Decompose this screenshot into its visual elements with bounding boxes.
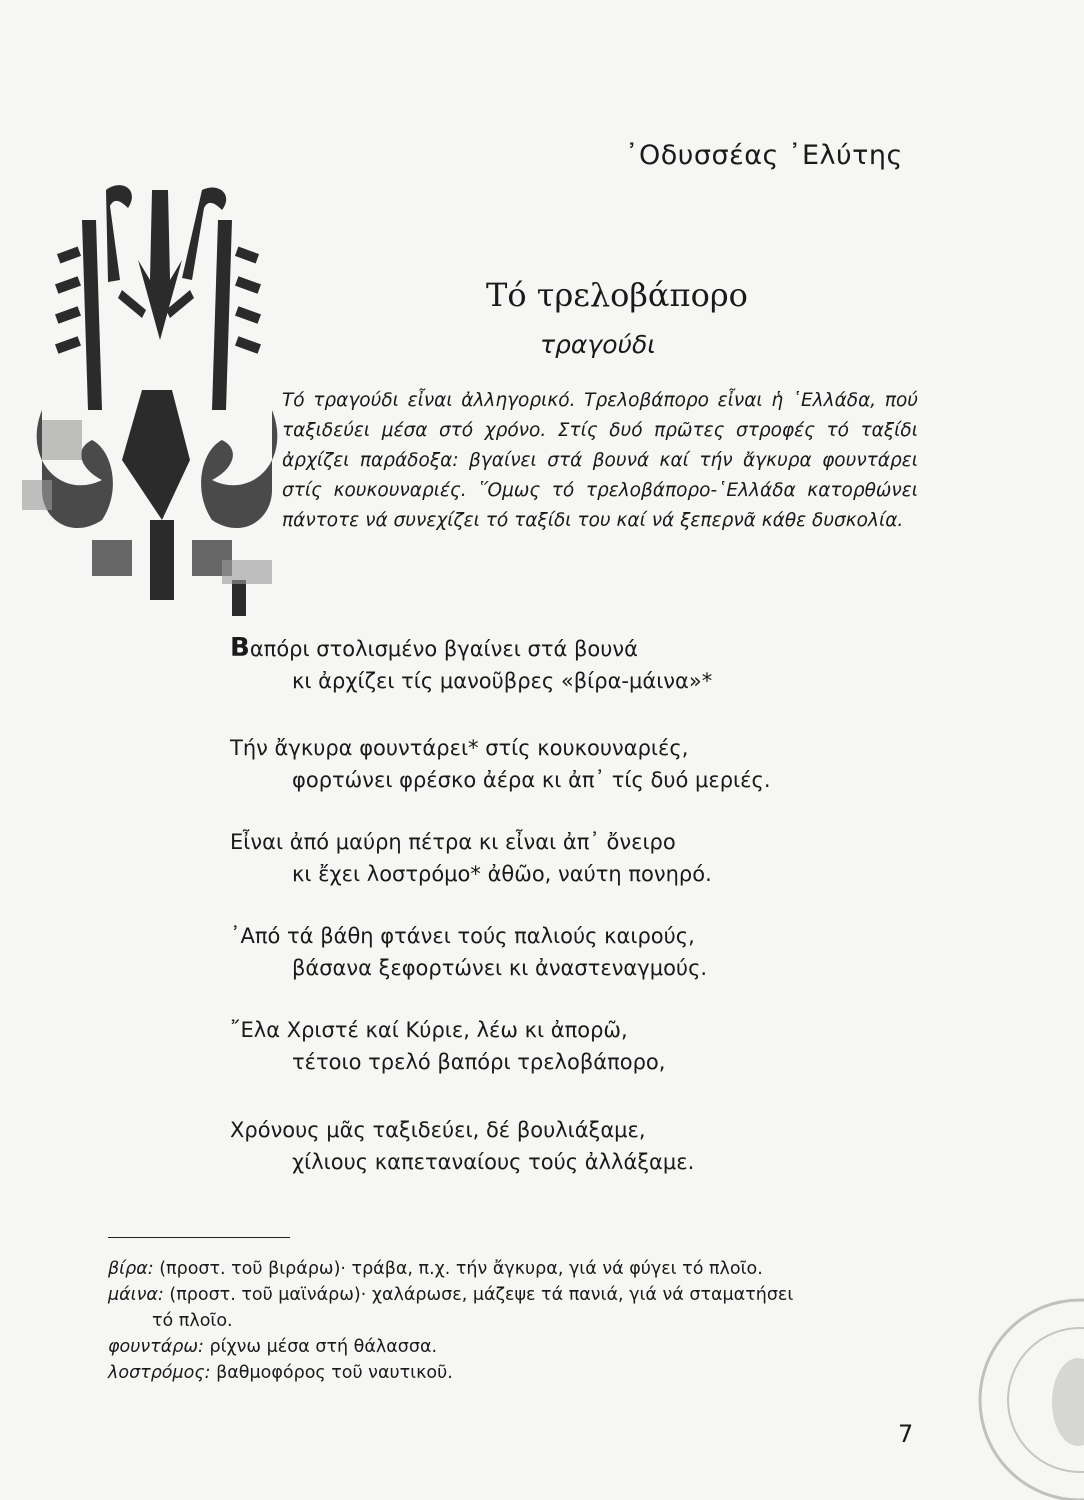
stanza-line: ῎Ελα Χριστέ καί Κύριε, λέω κι ἀπορῶ, [230, 1018, 628, 1042]
stanza-line: Τήν ἄγκυρα φουντάρει* στίς κουκουναριές, [230, 736, 689, 760]
stanza [230, 826, 712, 890]
footnote-divider [108, 1237, 290, 1238]
library-stamp-graphic [940, 1290, 1084, 1500]
stanza-line: Βαπόρι στολισμένο βγαίνει στά βουνά [230, 633, 638, 663]
footnote: βίρα: (προστ. τοῦ βιράρω)· τράβα, π.χ. τήν ἄγκυρα, γιά νά φύγει τό πλοῖο. [108, 1259, 763, 1279]
footnote: λοστρόμος: βαθμοφόρος τοῦ ναυτικοῦ. [108, 1363, 453, 1383]
stanza [230, 732, 771, 796]
footnote: φουντάρω: ρίχνω μέσα στή θάλασσα. [108, 1337, 438, 1357]
stanza-line: χίλιους καπεταναίους τούς ἀλλάξαμε. [292, 1150, 695, 1174]
poem-subtitle: τραγούδι [540, 330, 656, 359]
stanza-line: φορτώνει φρέσκο ἀέρα κι ἀπ᾿ τίς δυό μεριές. [292, 768, 771, 792]
stanza-line: κι ἔχει λοστρόμο* ἀθῶο, ναύτη πονηρό. [292, 862, 712, 886]
stanza-line: Εἶναι ἀπό μαύρη πέτρα κι εἶναι ἀπ᾿ ὄνειρο [230, 830, 676, 854]
poem-title: Τό τρελοβάπορο [486, 276, 748, 314]
stanza-line: Χρόνους μᾶς ταξιδεύει, δέ βουλιάξαμε, [230, 1118, 646, 1142]
stanza [230, 1114, 694, 1178]
stanza-line: κι ἀρχίζει τίς μανοῦβρες «βίρα-μάινα»* [292, 669, 713, 693]
page-number: 7 [898, 1420, 914, 1448]
footnote: μάινα: (προστ. τοῦ μαϊνάρω)· χαλάρωσε, μάζεψε τά πανιά, γιά νά σταματήσει [108, 1285, 794, 1305]
stanza [230, 920, 707, 984]
stanza-line: βάσανα ξεφορτώνει κι ἀναστεναγμούς. [292, 956, 708, 980]
stanza [230, 632, 712, 697]
folk-ornament-illustration [22, 160, 290, 620]
stanza-line: τέτοιο τρελό βαπόρι τρελοβάπορο, [292, 1050, 666, 1074]
author-name: ᾿Οδυσσέας ᾿Ελύτης [625, 140, 903, 171]
stanza [230, 1014, 665, 1078]
intro-paragraph: Τό τραγούδι εἶναι ἀλληγορικό. Τρελοβάπορο εἶναι ἡ ῾Ελλάδα, πού ταξιδεύει μέσα στό χρόνο. Στίς δυό πρῶτες στροφές τό ταξίδι ἀρχίζει παράδοξα: βγαίνει στά βουνά καί τήν ἄγκυρα φουντάρει στίς κουκουναριές. ῞Ομως τό τρελοβάπορο-῾Ελλάδα κατορθώνει πάντοτε νά συνεχίζει τό ταξίδι του καί νά ξεπερνᾶ κάθε δυσκολία. [282, 390, 918, 531]
footnotes [108, 1256, 928, 1386]
footnote-continuation: τό πλοῖο. [152, 1311, 233, 1331]
stanza-line: ᾿Από τά βάθη φτάνει τούς παλιούς καιρούς, [230, 924, 695, 948]
drop-cap: Β [230, 633, 250, 663]
